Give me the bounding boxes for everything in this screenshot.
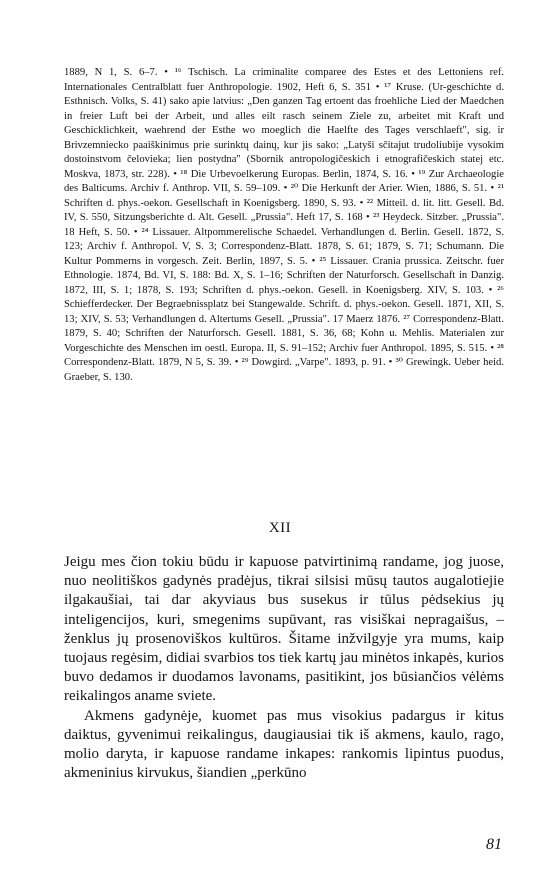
section-heading: XII bbox=[268, 520, 292, 536]
body-paragraph-1: Jeigu mes čion tokiu būdu ir kapuose patvirtinimą randame, jog juose, nuo neolitiškos gadynės pradėjus, tikrai silsisi mūsų tautos augalotiejie ilgakaušiai, tai dar akyviaus bus susekus ir tūlus pėdsekius jų inteligencijos, kuri, smegenims supūvant, ras visiškai nepragaišus, – ženklus jų prosenoviškos kultūros. Šitame inžvilgyje yra mums, kaip tuojaus regėsim, didiai svarbios tos tiek kartų jau minėtos inkapės, kurios buvo dedamos ir duodamos lavonams, pasitikint, jos būsiančios vėlėms reikalingos aname sviete. bbox=[64, 554, 504, 705]
footnotes-block bbox=[64, 66, 504, 385]
body-text bbox=[64, 553, 504, 783]
body-paragraph-2: Akmens gadynėje, kuomet pas mus visokius padargus ir kitus daiktus, gyvenimui reikalingus, daugiausiai tik iš akmens, kaulo, rago, molio daryta, ir kapuose randame inkapes: rankomis lipintus puodus, akmeninius kirvukus, šiandien „perkūno bbox=[64, 707, 504, 782]
page-number: 81 bbox=[486, 836, 502, 853]
footnotes-text: 1889, N 1, S. 6–7. • ¹⁶ Tschisch. La criminalite comparee des Estes et des Lettoniens ref. Internationales Centralblatt fuer Anthropologie. 1902, Heft 6, S. 351 • ¹⁷ Kruse. (Ur-geschichte d. Esthnisch. Volks, S. 41) sako apie latvius: „Den ganzen Tag ertoent das froehliche Lied der Maedchen in freier Luft bei der Arbeit, und alles eilt rasch seinem Ziele zu, arbeitet mit Kraft und Geschicklichkeit, waehrend der Esthe wo moeglich die Haelfte des Tages verschlaeft", sig. ir Brivzemniecko paaiškinimus prie surinktų dainų, kur jis sako: „Latyši sčitajut trudoliubije vysokim dostoinstvom čelovieka; lien postydna" (Sbornik antropologičeskich i etnografičeskich statej etc. Moskva, 1873, str. 228). • ¹⁸ Die Urbevoelkerung Europas. Berlin, 1874, S. 16. • ¹⁹ Zur Archaeologie des Balticums. Archiv f. Anthrop. VII, S. 59–109. • ²⁰ Die Herkunft der Arier. Wien, 1886, S. 51. • ²¹ Schriften d. phys.-oekon. Gesellschaft in Koenigsberg. 1890, S. 93. • ²² Mitteil. d. lit. litt. Gesell. Bd. IV, S. 550, Sitzungsberichte d. Alt. Gesell. „Prussia". Heft 17, S. 168 • ²³ Heydeck. Sitzber. „Prussia". 18 Heft, S. 50. • ²⁴ Lissauer. Altpommerelische Schaedel. Verhandlungen d. Berlin. Gesell. 1872, S. 123; Archiv f. Anthropol. V, S. 3; Correspondenz-Blatt. 1878, S. 61; 1879, S. 71; Schumann. Die Kultur Pommerns in vorgesch. Zeit. Berlin, 1897, S. 5. • ²⁵ Lissauer. Crania prussica. Zeitschr. fuer Ethnologie. 1874, Bd. VI, S. 188: Bd. X, S. 1–16; Schriften der Naturforsch. Gesellschaft in Danzig. 1872, III, S. 1; 1878, S. 193; Schriften d. phys.-oekon. Gesell. in Koenigsberg. XIV, S. 103. • ²⁶ Schiefferdecker. Der Begraebnissplatz bei Stangewalde. Schrift. d. phys.-oekon. Gesell. 1871, XII, S. 13; XIV, S. 53; Verhandlungen d. Altertums Gesell. „Prussia". 17 Maerz 1876. ²⁷ Correspondenz-Blatt. 1879, S. 40; Schriften der Naturforsch. Gesell. 1881, S. 36, 68; Kohn u. Mehlis. Materialen zur Vorgeschichte des Menschen im oestl. Europa. II, S. 91–152; Archiv fuer Anthropol. 1895, S. 515. • ²⁸ Correspondenz-Blatt. 1879, N 5, S. 39. • ²⁹ Dowgird. „Varpe". 1893, p. 91. • ³⁰ Grewingk. Ueber heid. Graeber, S. 130. bbox=[64, 67, 504, 383]
